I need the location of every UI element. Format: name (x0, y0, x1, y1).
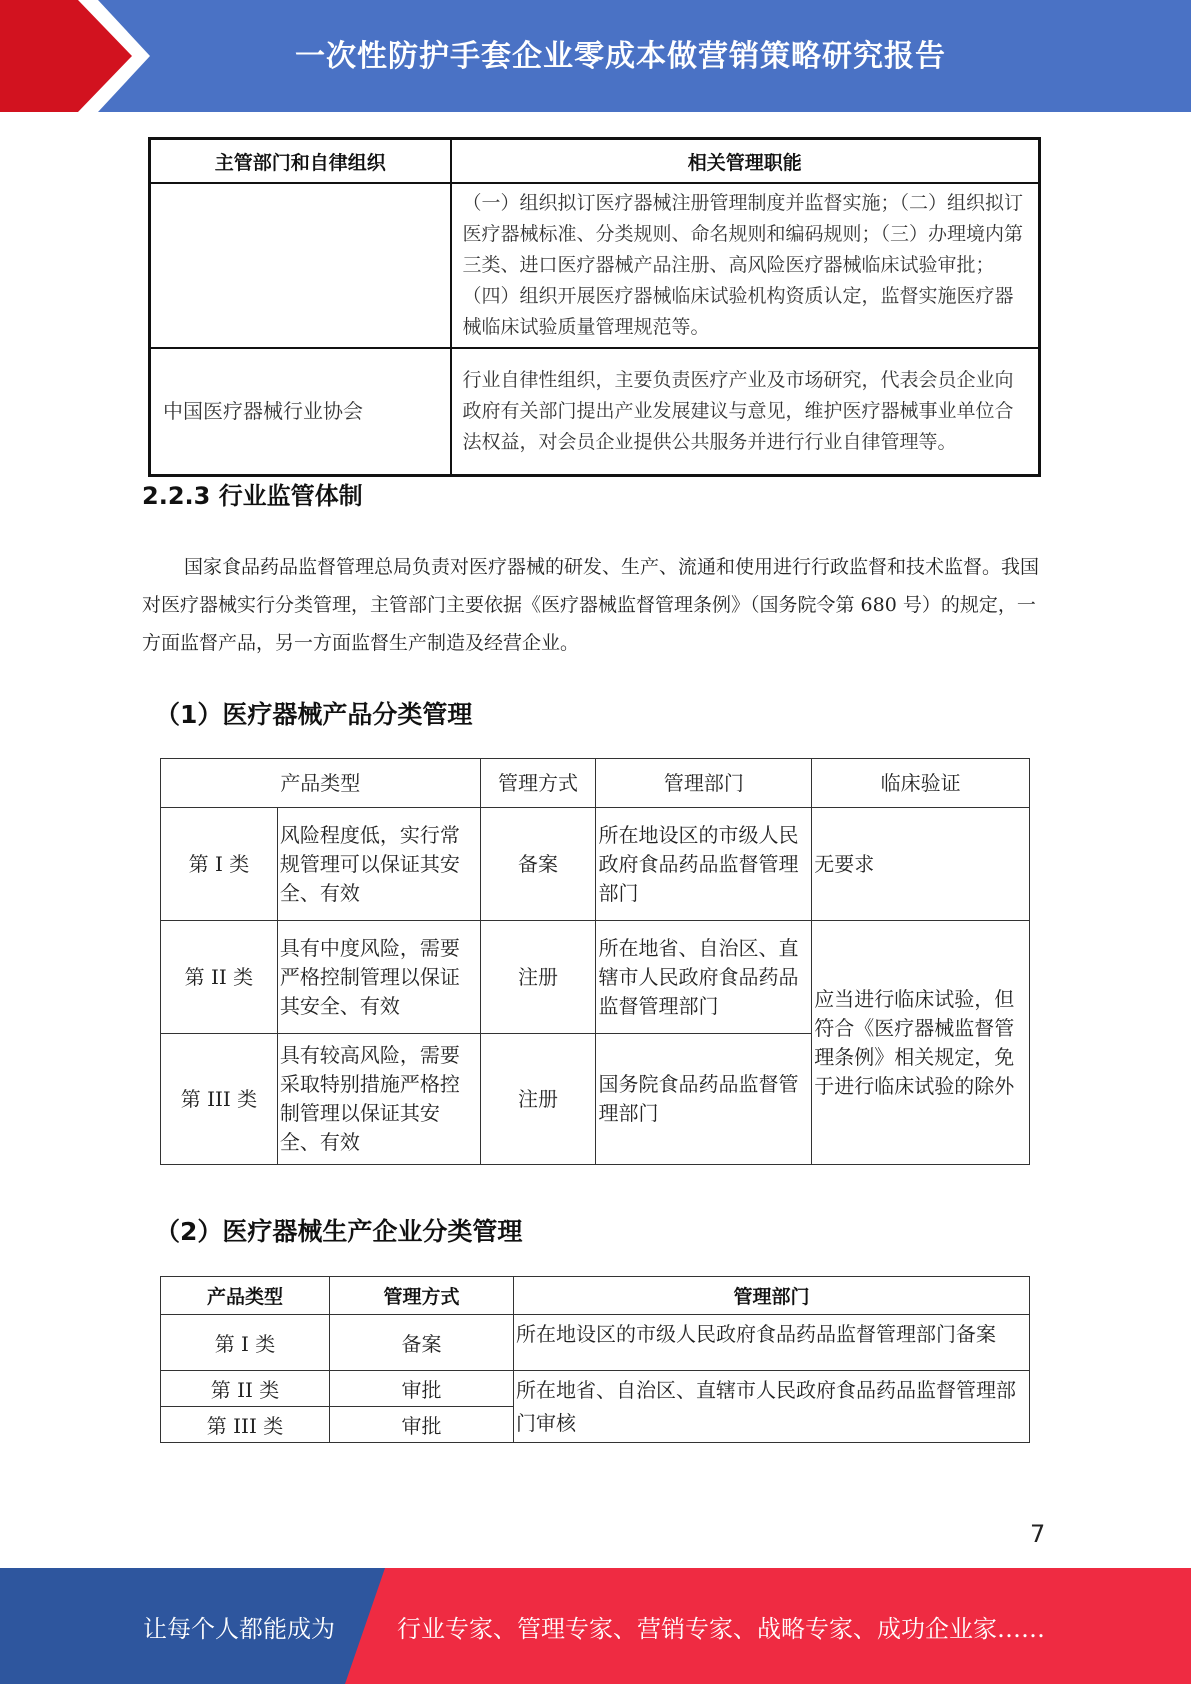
page-header (0, 0, 1191, 112)
method-cell: 注册 (480, 921, 596, 1034)
table-row (161, 1371, 1030, 1407)
method-cell: 审批 (330, 1407, 514, 1443)
footer-slogan-right: 行业专家、管理专家、营销专家、战略专家、成功企业家…… (397, 1614, 1045, 1643)
table-row (161, 808, 1030, 921)
dept-cell: 所在地省、自治区、直辖市人民政府食品药品监督管理部门 (596, 921, 812, 1034)
desc-cell: 具有中度风险，需要严格控制管理以保证其安全、有效 (277, 921, 480, 1034)
dept-cell: 所在地设区的市级人民政府食品药品监督管理部门 (596, 808, 812, 921)
dept-cell: 所在地省、自治区、直辖市人民政府食品药品监督管理部门审核 (514, 1371, 1030, 1443)
table-header-cell: 临床验证 (812, 759, 1030, 808)
table-row (161, 921, 1030, 1034)
org-cell: 中国医疗器械行业协会 (150, 348, 451, 475)
table-header-cell: 产品类型 (161, 759, 481, 808)
method-cell: 备案 (330, 1315, 514, 1371)
desc-cell: 具有较高风险，需要采取特别措施严格控制管理以保证其安全、有效 (277, 1034, 480, 1165)
header-chevron-icon (0, 0, 150, 112)
table-header-row (150, 139, 1040, 184)
section-paragraph: 国家食品药品监督管理总局负责对医疗器械的研发、生产、流通和使用进行行政监督和技术监督。我国对医疗器械实行分类管理，主管部门主要依据《医疗器械监督管理条例》（国务院令第 680 号）的规定，一方面监督产品，另一方面监督生产制造及经营企业。 (142, 556, 1040, 654)
table-row (150, 183, 1040, 348)
enterprise-table-heading: （2）医疗器械生产企业分类管理 (155, 1217, 523, 1246)
type-cell: 第 I 类 (161, 808, 278, 921)
org-cell (150, 183, 451, 348)
table-header-row (161, 759, 1030, 808)
regulator-table (148, 137, 1041, 477)
report-title: 一次性防护手套企业零成本做营销策略研究报告 (295, 39, 946, 74)
function-cell: （一）组织拟订医疗器械注册管理制度并监督实施；（二）组织拟订医疗器械标准、分类规则、命名规则和编码规则；（三）办理境内第三类、进口医疗器械产品注册、高风险医疗器械临床试验审批；（四）组织开展医疗器械临床试验机构资质认定，监督实施医疗器械临床试验质量管理规范等。 (451, 183, 1040, 348)
table-header-row (161, 1277, 1030, 1315)
page-number: 7 (1030, 1520, 1046, 1548)
table-row (150, 348, 1040, 475)
page-footer (0, 1568, 1191, 1684)
table-header-cell: 管理部门 (596, 759, 812, 808)
table-header-cell: 管理方式 (330, 1277, 514, 1315)
enterprise-classification-table (160, 1276, 1030, 1443)
method-cell: 注册 (480, 1034, 596, 1165)
table-header-cell: 产品类型 (161, 1277, 330, 1315)
product-classification-table (160, 758, 1030, 1165)
section-heading: 2.2.3 行业监管体制 (142, 482, 363, 510)
dept-cell: 所在地设区的市级人民政府食品药品监督管理部门备案 (514, 1315, 1030, 1371)
type-cell: 第 II 类 (161, 921, 278, 1034)
table-header-cell: 相关管理职能 (451, 139, 1040, 184)
method-cell: 审批 (330, 1371, 514, 1407)
dept-cell: 国务院食品药品监督管理部门 (596, 1034, 812, 1165)
method-cell: 备案 (480, 808, 596, 921)
footer-slogan-left: 让每个人都能成为 (143, 1614, 335, 1643)
type-cell: 第 I 类 (161, 1315, 330, 1371)
table-header-cell: 管理方式 (480, 759, 596, 808)
desc-cell: 风险程度低，实行常规管理可以保证其安全、有效 (277, 808, 480, 921)
clinical-cell: 无要求 (812, 808, 1030, 921)
table-row (161, 1315, 1030, 1371)
table-header-cell: 主管部门和自律组织 (150, 139, 451, 184)
type-cell: 第 III 类 (161, 1034, 278, 1165)
function-cell: 行业自律性组织，主要负责医疗产业及市场研究，代表会员企业向政府有关部门提出产业发展建议与意见，维护医疗器械事业单位合法权益，对会员企业提供公共服务并进行行业自律管理等。 (451, 348, 1040, 475)
clinical-cell: 应当进行临床试验，但符合《医疗器械监督管理条例》相关规定，免于进行临床试验的除外 (812, 921, 1030, 1165)
type-cell: 第 II 类 (161, 1371, 330, 1407)
type-cell: 第 III 类 (161, 1407, 330, 1443)
table-header-cell: 管理部门 (514, 1277, 1030, 1315)
product-table-heading: （1）医疗器械产品分类管理 (155, 700, 473, 729)
